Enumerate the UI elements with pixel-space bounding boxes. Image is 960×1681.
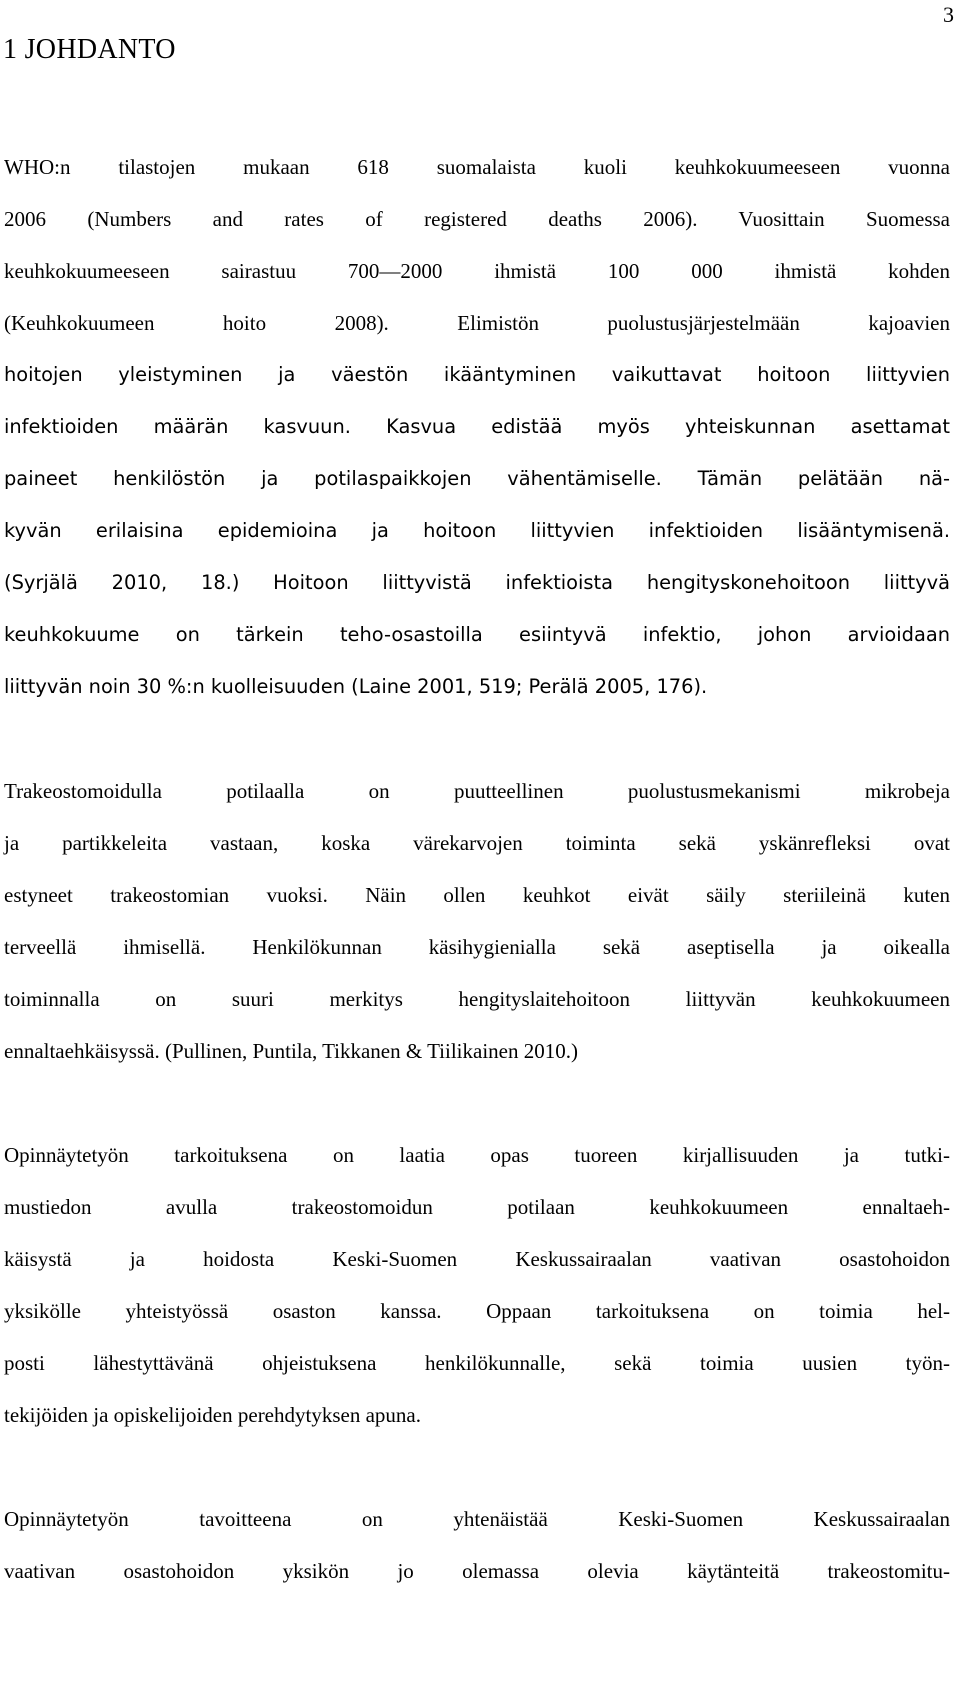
text-line: yksikölle yhteistyössä osaston kanssa. Oppaan tarkoituksena on toimia hel- (4, 1299, 950, 1323)
paragraph-gap (4, 713, 950, 765)
text-line: (Keuhkokuumeen hoito 2008). Elimistön puolustusjärjestelmään kajoavien (4, 311, 950, 335)
text-line: 2006 (Numbers and rates of registered deaths 2006). Vuosittain Suomessa (4, 207, 950, 231)
text-line: kyvän erilaisina epidemioina ja hoitoon liittyvien infektioiden lisääntymisenä. (4, 519, 950, 542)
text-line: käisystä ja hoidosta Keski-Suomen Keskussairaalan vaativan osastohoidon (4, 1247, 950, 1271)
text-line: ja partikkeleita vastaan, koska värekarvojen toiminta sekä yskänrefleksi ovat (4, 831, 950, 855)
text-line: Opinnäytetyön tarkoituksena on laatia opas tuoreen kirjallisuuden ja tutki- (4, 1143, 950, 1167)
text-line: infektioiden määrän kasvuun. Kasvua edistää myös yhteiskunnan asettamat (4, 415, 950, 438)
paragraph-gap (4, 1077, 950, 1129)
chapter-heading: 1 JOHDANTO (3, 34, 176, 65)
text-line: ennaltaehkäisyssä. (Pullinen, Puntila, Tikkanen & Tiilikainen 2010.) (4, 1039, 578, 1063)
paragraph-introduction (4, 141, 950, 713)
text-line: vaativan osastohoidon yksikön jo olemassa olevia käytänteitä trakeostomitu- (4, 1559, 950, 1583)
paragraph-goal (4, 1493, 950, 1597)
paragraph-purpose (4, 1129, 950, 1441)
text-line: liittyvän noin 30 %:n kuolleisuuden (Laine 2001, 519; Perälä 2005, 176). (4, 675, 708, 698)
text-line: Trakeostomoidulla potilaalla on puutteellinen puolustusmekanismi mikrobeja (4, 779, 950, 803)
text-line: hoitojen yleistyminen ja väestön ikääntyminen vaikuttavat hoitoon liittyvien (4, 363, 950, 386)
text-line: mustiedon avulla trakeostomoidun potilaan keuhkokuumeen ennaltaeh- (4, 1195, 950, 1219)
text-line: toiminnalla on suuri merkitys hengityslaitehoitoon liittyvän keuhkokuumeen (4, 987, 950, 1011)
document-body (4, 141, 950, 1597)
text-line: keuhkokuume on tärkein teho-osastoilla esiintyvä infektio, johon arvioidaan (4, 623, 950, 646)
paragraph-gap (4, 1441, 950, 1493)
text-line: paineet henkilöstön ja potilaspaikkojen vähentämiselle. Tämän pelätään nä- (4, 467, 950, 490)
text-line: terveellä ihmisellä. Henkilökunnan käsihygienialla sekä aseptisella ja oikealla (4, 935, 950, 959)
paragraph-trakeostomy (4, 765, 950, 1077)
text-line: estyneet trakeostomian vuoksi. Näin ollen keuhkot eivät säily steriileinä kuten (4, 883, 950, 907)
page-number: 3 (943, 2, 954, 27)
text-line: posti lähestyttävänä ohjeistuksena henkilökunnalle, sekä toimia uusien työn- (4, 1351, 950, 1375)
text-line: WHO:n tilastojen mukaan 618 suomalaista kuoli keuhkokuumeeseen vuonna (4, 155, 950, 179)
text-line: Opinnäytetyön tavoitteena on yhtenäistää Keski-Suomen Keskussairaalan (4, 1507, 950, 1531)
text-line: tekijöiden ja opiskelijoiden perehdytyksen apuna. (4, 1403, 421, 1427)
text-line: (Syrjälä 2010, 18.) Hoitoon liittyvistä infektioista hengityskonehoitoon liittyvä (4, 571, 950, 594)
text-line: keuhkokuumeeseen sairastuu 700—2000 ihmistä 100 000 ihmistä kohden (4, 259, 950, 283)
